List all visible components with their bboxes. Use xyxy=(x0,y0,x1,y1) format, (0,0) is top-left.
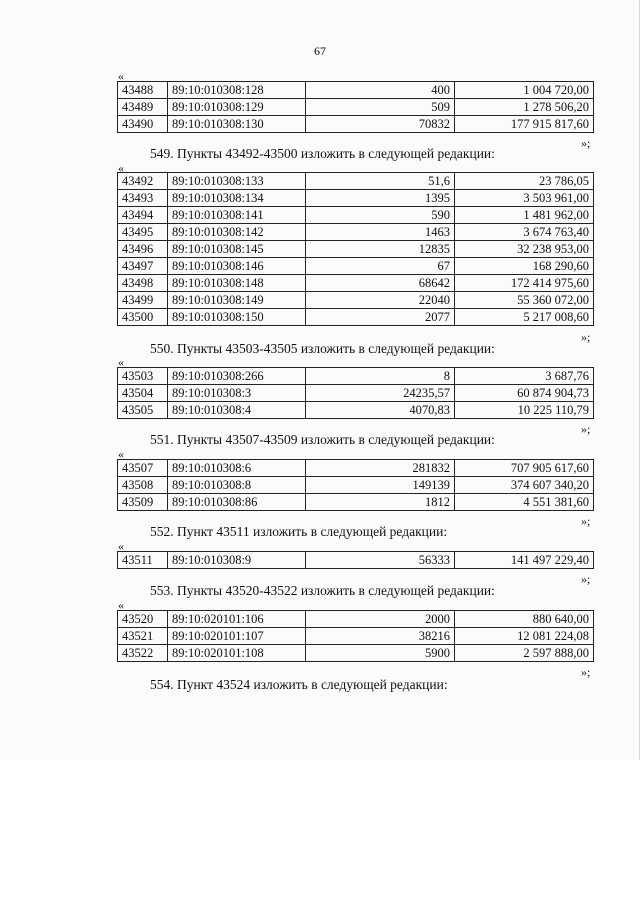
table-block-4 xyxy=(117,551,594,569)
cadastral-number-cell: 89:10:010308:4 xyxy=(168,402,306,419)
cadastral-value-cell: 55 360 072,00 xyxy=(455,292,594,309)
row-number-cell: 43508 xyxy=(118,477,168,494)
area-cell: 67 xyxy=(306,258,455,275)
area-cell: 2077 xyxy=(306,309,455,326)
open-quote: « xyxy=(118,598,124,612)
table-row xyxy=(118,82,594,99)
area-cell: 5900 xyxy=(306,645,455,662)
area-cell: 68642 xyxy=(306,275,455,292)
row-number-cell: 43496 xyxy=(118,241,168,258)
cadastral-value-cell: 374 607 340,20 xyxy=(455,477,594,494)
cadastral-number-cell: 89:10:010308:6 xyxy=(168,460,306,477)
open-quote: « xyxy=(118,447,124,461)
row-number-cell: 43490 xyxy=(118,116,168,133)
cadastral-value-cell: 880 640,00 xyxy=(455,611,594,628)
row-number-cell: 43498 xyxy=(118,275,168,292)
close-quote: »; xyxy=(581,330,591,344)
row-number-cell: 43520 xyxy=(118,611,168,628)
cadastral-value-cell: 141 497 229,40 xyxy=(455,552,594,569)
table-block-1 xyxy=(117,172,594,326)
row-number-cell: 43521 xyxy=(118,628,168,645)
cadastral-value-cell: 12 081 224,08 xyxy=(455,628,594,645)
row-number-cell: 43500 xyxy=(118,309,168,326)
cadastral-value-cell: 23 786,05 xyxy=(455,173,594,190)
row-number-cell: 43511 xyxy=(118,552,168,569)
cadastral-number-cell: 89:10:010308:266 xyxy=(168,368,306,385)
cadastral-value-cell: 2 597 888,00 xyxy=(455,645,594,662)
cadastral-number-cell: 89:10:020101:106 xyxy=(168,611,306,628)
table-row xyxy=(118,173,594,190)
area-cell: 24235,57 xyxy=(306,385,455,402)
cadastral-value-cell: 5 217 008,60 xyxy=(455,309,594,326)
row-number-cell: 43499 xyxy=(118,292,168,309)
cadastral-number-cell: 89:10:020101:108 xyxy=(168,645,306,662)
cadastral-number-cell: 89:10:010308:128 xyxy=(168,82,306,99)
close-quote: »; xyxy=(581,514,591,528)
row-number-cell: 43492 xyxy=(118,173,168,190)
area-cell: 1463 xyxy=(306,224,455,241)
row-number-cell: 43503 xyxy=(118,368,168,385)
cadastral-number-cell: 89:10:010308:141 xyxy=(168,207,306,224)
cadastral-number-cell: 89:10:010308:3 xyxy=(168,385,306,402)
close-quote: »; xyxy=(581,422,591,436)
open-quote: « xyxy=(118,69,124,83)
table-row xyxy=(118,611,594,628)
open-quote: « xyxy=(118,355,124,369)
cadastral-number-cell: 89:10:010308:9 xyxy=(168,552,306,569)
section-heading-549: 549. Пункты 43492-43500 изложить в следующей редакции: xyxy=(150,146,495,161)
cadastral-value-cell: 3 674 763,40 xyxy=(455,224,594,241)
row-number-cell: 43488 xyxy=(118,82,168,99)
row-number-cell: 43522 xyxy=(118,645,168,662)
table-row xyxy=(118,460,594,477)
area-cell: 51,6 xyxy=(306,173,455,190)
section-heading-553: 553. Пункты 43520-43522 изложить в следующей редакции: xyxy=(150,583,495,598)
area-cell: 4070,83 xyxy=(306,402,455,419)
cadastral-number-cell: 89:10:010308:146 xyxy=(168,258,306,275)
row-number-cell: 43509 xyxy=(118,494,168,511)
table-block-5 xyxy=(117,610,594,662)
close-quote: »; xyxy=(581,136,591,150)
close-quote: »; xyxy=(581,572,591,586)
open-quote: « xyxy=(118,161,124,175)
area-cell: 509 xyxy=(306,99,455,116)
area-cell: 38216 xyxy=(306,628,455,645)
cadastral-value-cell: 707 905 617,60 xyxy=(455,460,594,477)
table-row xyxy=(118,477,594,494)
table-row xyxy=(118,628,594,645)
area-cell: 22040 xyxy=(306,292,455,309)
table-row xyxy=(118,241,594,258)
table-row xyxy=(118,190,594,207)
table-row xyxy=(118,207,594,224)
area-cell: 1812 xyxy=(306,494,455,511)
area-cell: 56333 xyxy=(306,552,455,569)
cadastral-value-cell: 3 687,76 xyxy=(455,368,594,385)
page-number: 67 xyxy=(314,44,326,58)
row-number-cell: 43494 xyxy=(118,207,168,224)
row-number-cell: 43504 xyxy=(118,385,168,402)
cadastral-value-cell: 168 290,60 xyxy=(455,258,594,275)
row-number-cell: 43495 xyxy=(118,224,168,241)
open-quote: « xyxy=(118,539,124,553)
cadastral-number-cell: 89:10:010308:129 xyxy=(168,99,306,116)
table-row xyxy=(118,258,594,275)
table-row xyxy=(118,494,594,511)
cadastral-value-cell: 1 481 962,00 xyxy=(455,207,594,224)
row-number-cell: 43489 xyxy=(118,99,168,116)
table-row xyxy=(118,552,594,569)
row-number-cell: 43497 xyxy=(118,258,168,275)
section-heading-551: 551. Пункты 43507-43509 изложить в следующей редакции: xyxy=(150,432,495,447)
cadastral-number-cell: 89:10:010308:8 xyxy=(168,477,306,494)
area-cell: 8 xyxy=(306,368,455,385)
table-row xyxy=(118,275,594,292)
cadastral-value-cell: 32 238 953,00 xyxy=(455,241,594,258)
cadastral-value-cell: 177 915 817,60 xyxy=(455,116,594,133)
area-cell: 281832 xyxy=(306,460,455,477)
table-row xyxy=(118,368,594,385)
section-heading-550: 550. Пункты 43503-43505 изложить в следующей редакции: xyxy=(150,341,495,356)
page-margin xyxy=(0,760,640,905)
cadastral-number-cell: 89:10:010308:133 xyxy=(168,173,306,190)
cadastral-number-cell: 89:10:010308:148 xyxy=(168,275,306,292)
table-row xyxy=(118,402,594,419)
row-number-cell: 43507 xyxy=(118,460,168,477)
section-heading-552: 552. Пункт 43511 изложить в следующей редакции: xyxy=(150,524,448,539)
cadastral-number-cell: 89:10:010308:150 xyxy=(168,309,306,326)
table-block-3 xyxy=(117,459,594,511)
cadastral-number-cell: 89:10:010308:142 xyxy=(168,224,306,241)
area-cell: 400 xyxy=(306,82,455,99)
cadastral-number-cell: 89:10:010308:130 xyxy=(168,116,306,133)
table-block-2 xyxy=(117,367,594,419)
area-cell: 590 xyxy=(306,207,455,224)
cadastral-value-cell: 60 874 904,73 xyxy=(455,385,594,402)
area-cell: 149139 xyxy=(306,477,455,494)
cadastral-number-cell: 89:10:010308:145 xyxy=(168,241,306,258)
cadastral-value-cell: 3 503 961,00 xyxy=(455,190,594,207)
cadastral-number-cell: 89:10:010308:134 xyxy=(168,190,306,207)
area-cell: 1395 xyxy=(306,190,455,207)
area-cell: 70832 xyxy=(306,116,455,133)
close-quote: »; xyxy=(581,665,591,679)
table-row xyxy=(118,224,594,241)
table-block-0 xyxy=(117,81,594,133)
area-cell: 12835 xyxy=(306,241,455,258)
cadastral-value-cell: 4 551 381,60 xyxy=(455,494,594,511)
table-row xyxy=(118,645,594,662)
table-row xyxy=(118,309,594,326)
table-row xyxy=(118,99,594,116)
cadastral-value-cell: 1 004 720,00 xyxy=(455,82,594,99)
area-cell: 2000 xyxy=(306,611,455,628)
row-number-cell: 43505 xyxy=(118,402,168,419)
section-heading-554: 554. Пункт 43524 изложить в следующей редакции: xyxy=(150,677,448,692)
cadastral-value-cell: 10 225 110,79 xyxy=(455,402,594,419)
row-number-cell: 43493 xyxy=(118,190,168,207)
table-row xyxy=(118,116,594,133)
table-row xyxy=(118,292,594,309)
cadastral-number-cell: 89:10:010308:86 xyxy=(168,494,306,511)
cadastral-value-cell: 1 278 506,20 xyxy=(455,99,594,116)
cadastral-value-cell: 172 414 975,60 xyxy=(455,275,594,292)
cadastral-number-cell: 89:10:010308:149 xyxy=(168,292,306,309)
cadastral-number-cell: 89:10:020101:107 xyxy=(168,628,306,645)
table-row xyxy=(118,385,594,402)
